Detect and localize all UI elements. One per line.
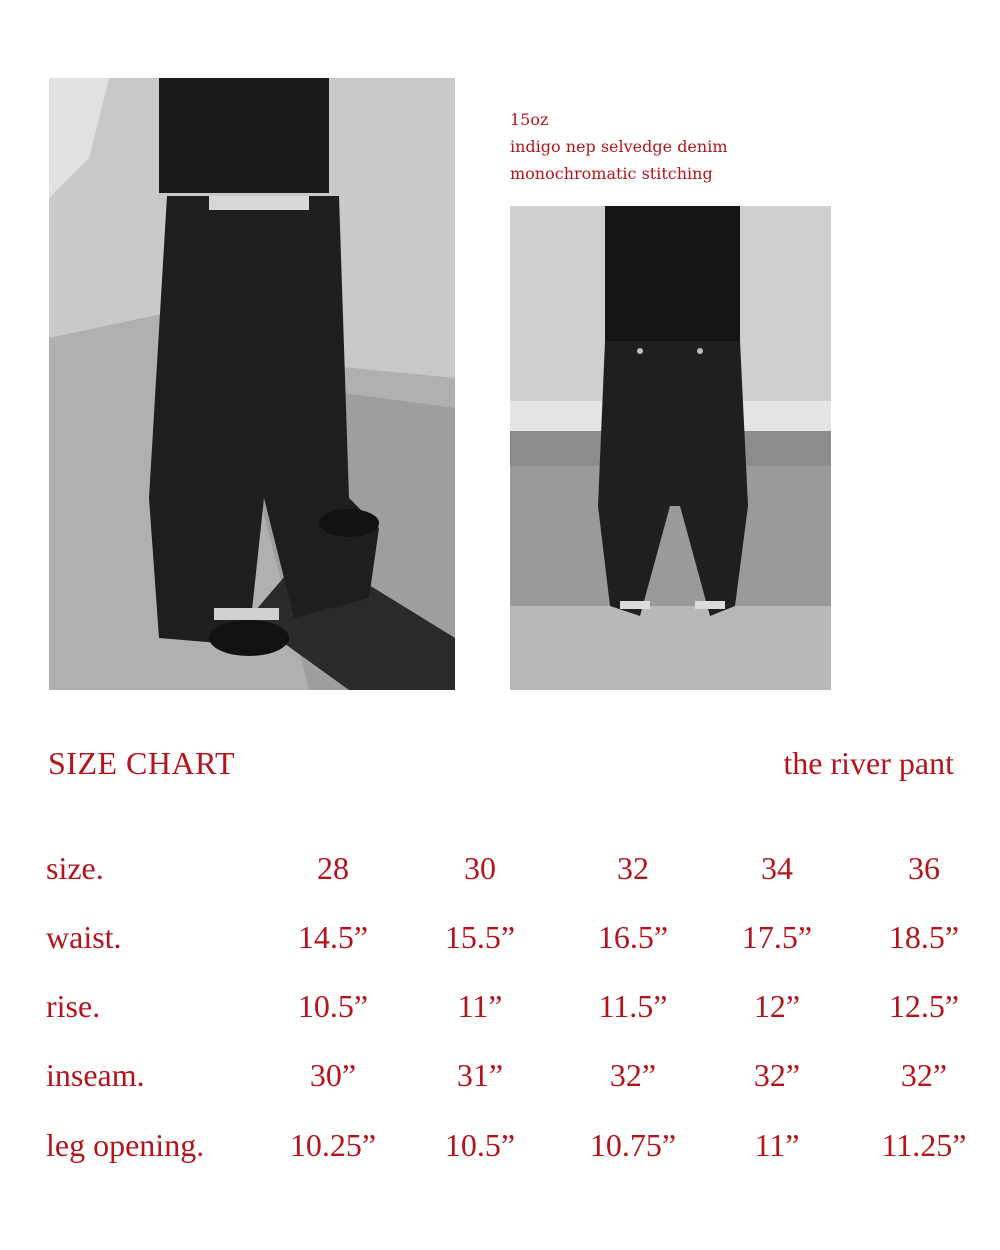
fabric-weight: 15oz <box>510 110 549 129</box>
table-cell: 34 <box>761 850 793 886</box>
table-cell: 28 <box>317 850 349 886</box>
table-row-size <box>0 850 1000 900</box>
table-cell: 10.5” <box>444 1127 516 1163</box>
table-cell: 12.5” <box>888 988 960 1024</box>
table-cell: 11.25” <box>881 1127 967 1163</box>
row-label: size. <box>46 850 104 886</box>
product-photo-side <box>49 78 455 690</box>
table-cell: 32” <box>609 1057 657 1093</box>
product-photo-back <box>510 206 831 690</box>
fabric-type: indigo nep selvedge denim <box>510 137 728 156</box>
table-cell: 18.5” <box>888 919 960 955</box>
table-row-waist <box>0 919 1000 969</box>
table-cell: 10.75” <box>589 1127 677 1163</box>
table-cell: 11” <box>754 1127 800 1163</box>
product-name: the river pant <box>783 745 954 781</box>
row-label: leg opening. <box>46 1127 205 1163</box>
row-label: rise. <box>46 988 101 1024</box>
table-cell: 31” <box>456 1057 504 1093</box>
table-cell: 32” <box>900 1057 948 1093</box>
table-cell: 32 <box>617 850 649 886</box>
table-row-inseam <box>0 1057 1000 1107</box>
table-row-leg-opening <box>0 1127 1000 1177</box>
row-label: inseam. <box>46 1057 145 1093</box>
row-label: waist. <box>46 919 122 955</box>
table-cell: 16.5” <box>597 919 669 955</box>
table-cell: 30 <box>464 850 496 886</box>
table-cell: 11.5” <box>598 988 668 1024</box>
table-cell: 15.5” <box>444 919 516 955</box>
table-cell: 17.5” <box>741 919 813 955</box>
table-cell: 10.25” <box>289 1127 377 1163</box>
size-chart-title: SIZE CHART <box>48 745 236 781</box>
table-row-rise <box>0 988 1000 1038</box>
table-cell: 11” <box>457 988 503 1024</box>
table-cell: 12” <box>753 988 801 1024</box>
table-cell: 10.5” <box>297 988 369 1024</box>
fabric-stitching: monochromatic stitching <box>510 164 713 183</box>
table-cell: 36 <box>908 850 940 886</box>
table-cell: 32” <box>753 1057 801 1093</box>
table-cell: 14.5” <box>297 919 369 955</box>
table-cell: 30” <box>309 1057 357 1093</box>
fabric-details <box>510 106 728 187</box>
